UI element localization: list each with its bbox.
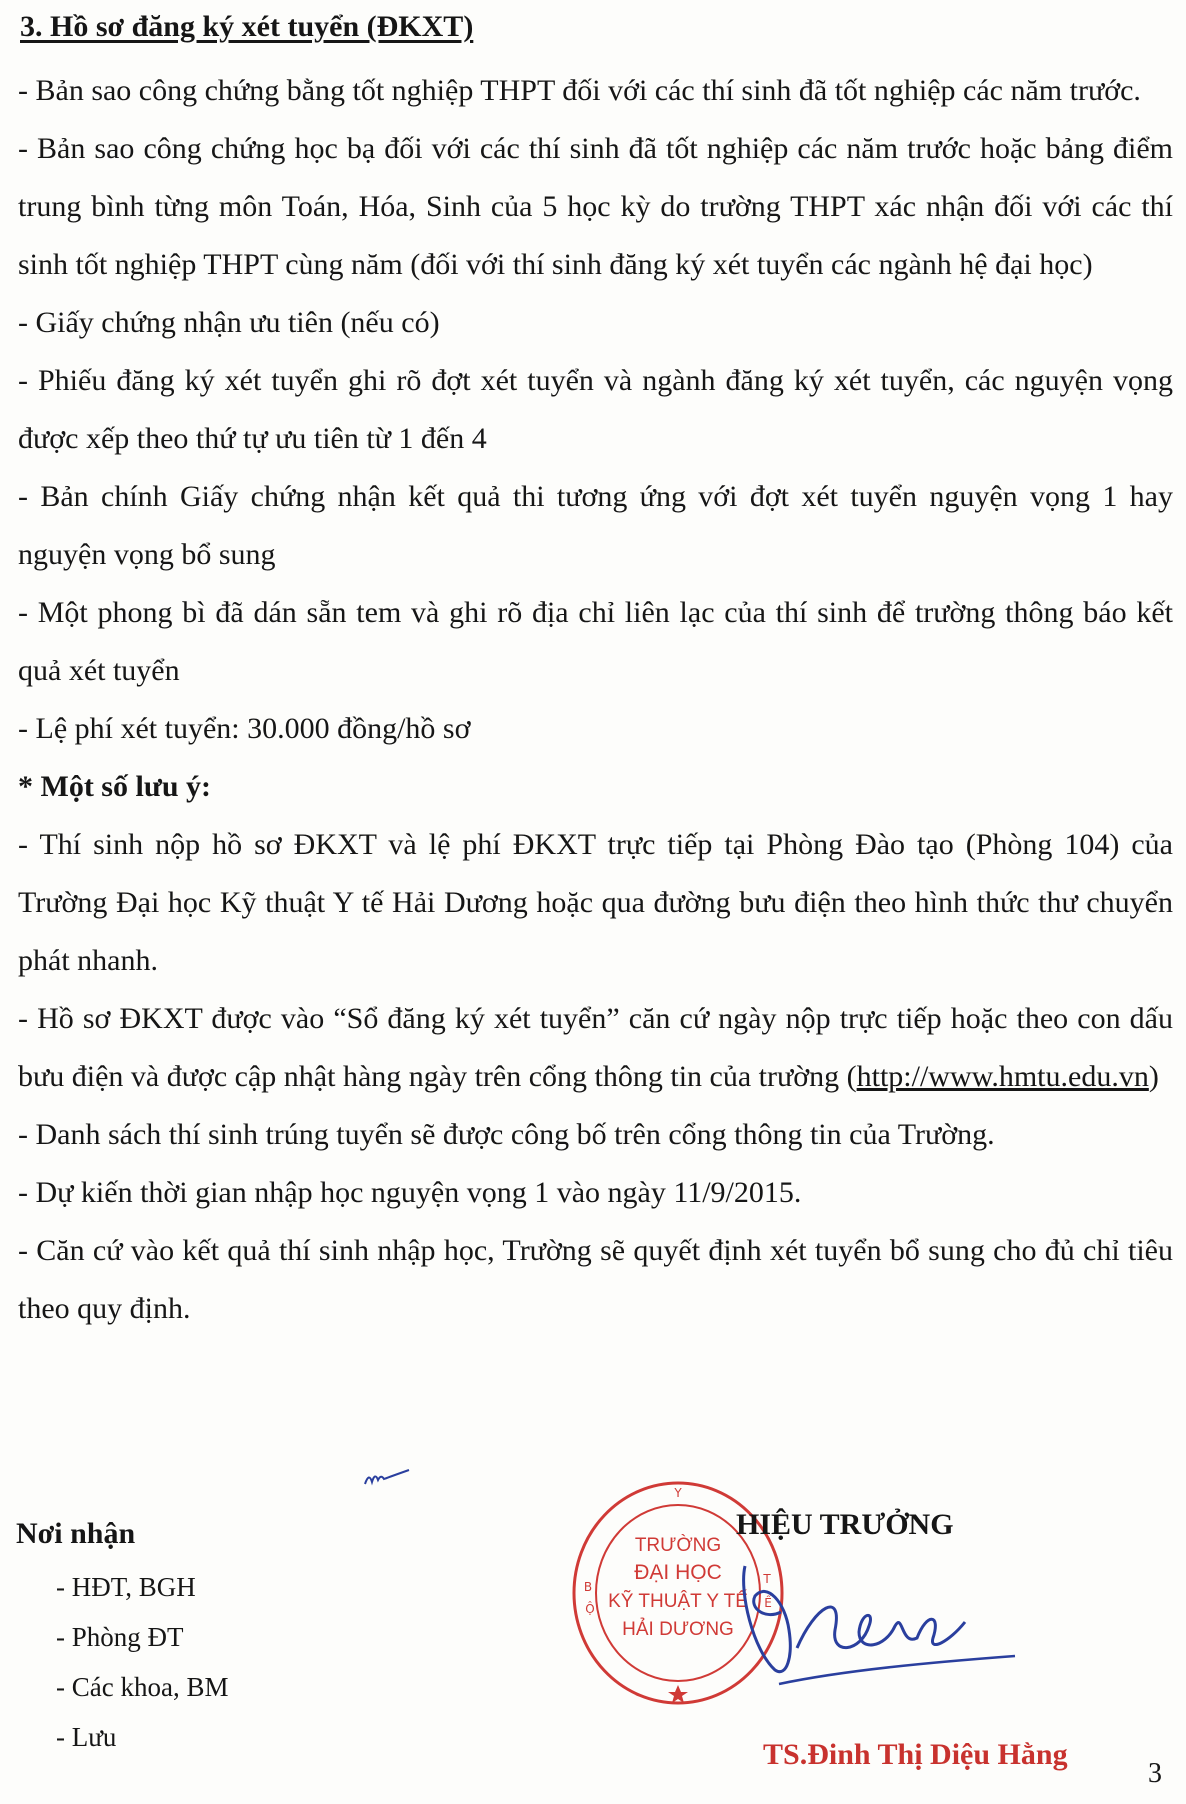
paragraph-transcript-copy: - Bản sao công chứng học bạ đối với các thí sinh đã tốt nghiệp các năm trước hoặc bảng điểm trung bình từng môn Toán, Hóa, Sinh của 5 học kỳ do trường THPT xác nhận đối với các thí sinh tốt nghiệp THPT cùng năm (đối với thí sinh đăng ký xét tuyển các ngành hệ đại học) xyxy=(18,132,1173,281)
recipient-item: - HĐT, BGH xyxy=(56,1572,196,1602)
note-admission-list: - Danh sách thí sinh trúng tuyển sẽ được công bố trên cổng thông tin của Trường. xyxy=(18,1118,995,1151)
initial-scribble xyxy=(362,1460,412,1490)
note-enrollment-date: - Dự kiến thời gian nhập học nguyện vọng 1 vào ngày 11/9/2015. xyxy=(18,1176,802,1209)
paragraph-envelope: - Một phong bì đã dán sẵn tem và ghi rõ địa chỉ liên lạc của thí sinh để trường thông báo kết quả xét tuyển xyxy=(18,596,1173,687)
note-registration-book xyxy=(18,990,1173,1106)
document-body xyxy=(18,62,1173,1338)
seal-ring-letter: Ộ xyxy=(585,1602,595,1616)
seal-line: TRƯỜNG xyxy=(634,1535,722,1556)
paragraph-priority-certificate: - Giấy chứng nhận ưu tiên (nếu có) xyxy=(18,306,440,339)
recipient-item: - Phòng ĐT xyxy=(56,1622,184,1652)
paragraph-registration-form: - Phiếu đăng ký xét tuyển ghi rõ đợt xét tuyển và ngành đăng ký xét tuyển, các nguyện vọng được xếp theo thứ tự ưu tiên từ 1 đến 4 xyxy=(18,364,1173,455)
recipient-item: - Các khoa, BM xyxy=(56,1672,229,1702)
note-registration-end: ) xyxy=(1148,1060,1159,1093)
seal-line: HẢI DƯƠNG xyxy=(622,1619,734,1640)
seal-ring-letter: Ế xyxy=(764,1596,772,1610)
note-submission: - Thí sinh nộp hồ sơ ĐKXT và lệ phí ĐKXT trực tiếp tại Phòng Đào tạo (Phòng 104) của Trường Đại học Kỹ thuật Y tế Hải Dương hoặc qua đường bưu điện theo hình thức thư chuyển phát nhanh. xyxy=(18,828,1173,977)
handwritten-signature xyxy=(735,1552,1025,1702)
paragraph-fee: - Lệ phí xét tuyển: 30.000 đồng/hồ sơ xyxy=(18,712,471,745)
seal-ring-letter: T xyxy=(763,1572,771,1586)
seal-ring-letter: Y xyxy=(674,1486,682,1500)
signer-title: HIỆU TRƯỞNG xyxy=(736,1508,954,1541)
seal-ring-letter: B xyxy=(583,1580,593,1594)
notes-title: * Một số lưu ý: xyxy=(18,770,211,803)
section-heading: 3. Hồ sơ đăng ký xét tuyển (ĐKXT) xyxy=(20,10,474,43)
note-supplementary-admission: - Căn cứ vào kết quả thí sinh nhập học, Trường sẽ quyết định xét tuyển bổ sung cho đủ chỉ tiêu theo quy định. xyxy=(18,1234,1173,1325)
seal-line: KỸ THUẬT Y TẾ xyxy=(608,1591,748,1612)
paragraph-exam-result-certificate: - Bản chính Giấy chứng nhận kết quả thi tương ứng với đợt xét tuyển nguyện vọng 1 hay nguyện vọng bổ sung xyxy=(18,480,1173,571)
recipients-list xyxy=(16,1562,516,1762)
school-website-link[interactable]: http://www.hmtu.edu.vn xyxy=(856,1060,1149,1093)
signer-name: TS.Đinh Thị Diệu Hằng xyxy=(763,1738,1068,1771)
recipients-block xyxy=(16,1512,516,1762)
recipient-item: - Lưu xyxy=(56,1722,117,1752)
seal-star-icon xyxy=(668,1685,688,1703)
page-number: 3 xyxy=(1148,1758,1162,1789)
paragraph-diploma-copy: - Bản sao công chứng bằng tốt nghiệp THPT đối với các thí sinh đã tốt nghiệp các năm trước. xyxy=(18,74,1141,107)
recipients-title: Nơi nhận xyxy=(16,1517,136,1550)
note-registration-text: - Hồ sơ ĐKXT được vào “Sổ đăng ký xét tuyển” căn cứ ngày nộp trực tiếp hoặc theo con dấu bưu điện và được cập nhật hàng ngày trên cổng thông tin của trường ( xyxy=(18,1002,1173,1093)
seal-line: ĐẠI HỌC xyxy=(634,1561,722,1584)
